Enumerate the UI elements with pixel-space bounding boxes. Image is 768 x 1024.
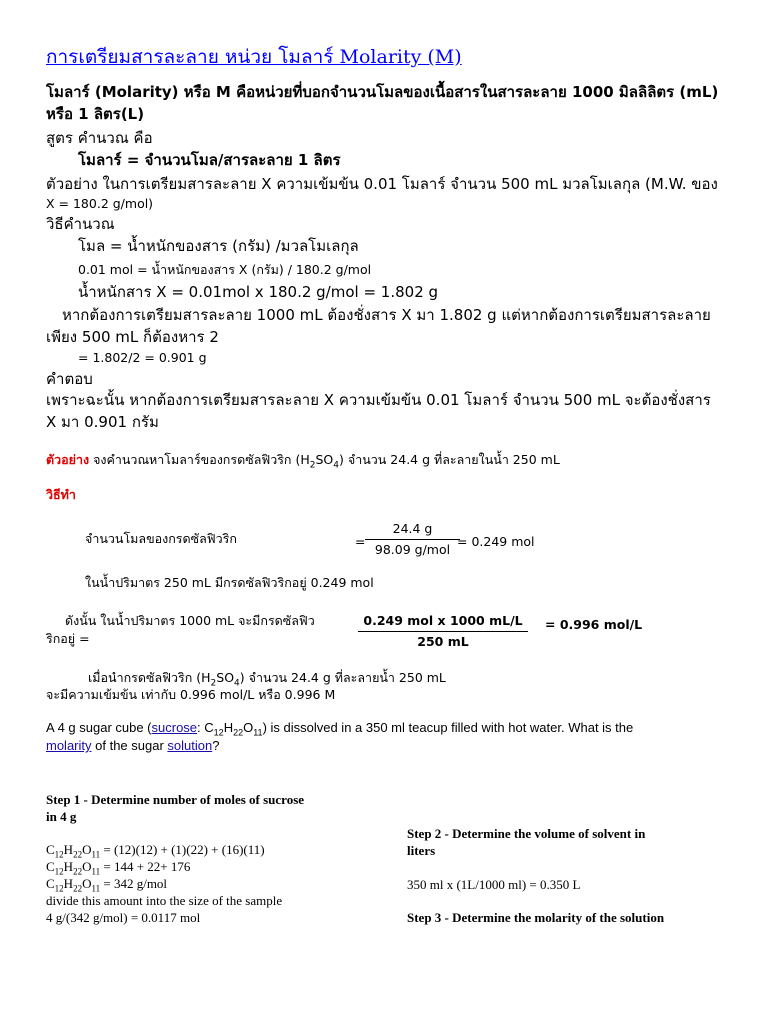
solution-link[interactable]: solution — [167, 738, 213, 753]
definition-line-1: โมลาร์ (Molarity) หรือ M คือหน่วยที่บอกจำนวนโมลของเนื้อสารในสารละลาย 1000 มิลลิลิตร (mL) — [46, 83, 719, 101]
sugar-text-3: ) is dissolved in a 350 ml teacup filled with hot water. What is the — [262, 720, 634, 735]
step1-eq-1: = (12)(12) + (1)(22) + (16)(11) — [100, 842, 265, 857]
example2-line — [46, 451, 560, 475]
water-1000-line-1: ดังนั้น ในน้ำปริมาตร 1000 mL จะมีกรดซัลฟิว — [65, 613, 315, 628]
formula: โมลาร์ = จำนวนโมล/สารละลาย 1 ลิตร — [78, 151, 341, 169]
conclusion-so: SO — [216, 670, 235, 685]
sugar-sub-11: 11 — [253, 727, 263, 738]
water-1000-line-2: ริกอยู่ = — [46, 631, 90, 646]
example2-label: ตัวอย่าง — [46, 452, 90, 467]
molarity-link[interactable]: molarity — [46, 738, 92, 753]
definition-line-2: หรือ 1 ลิตร(L) — [46, 105, 145, 123]
fraction1-result: = 0.249 mol — [457, 534, 535, 549]
step2-title-line-2: liters — [407, 843, 436, 858]
step1-line-5: 4 g/(342 g/mol) = 0.0117 mol — [46, 910, 201, 925]
calc-line-6: = 1.802/2 = 0.901 g — [78, 350, 207, 365]
calc-line-3: น้ำหนักสาร X = 0.01mol x 180.2 g/mol = 1.802 g — [78, 283, 439, 301]
step1-sub-12-3: 12 — [54, 883, 64, 894]
example2-text-post: ) จำนวน 24.4 g ที่ละลายในน้ำ 250 mL — [339, 452, 560, 467]
step1-line-4: divide this amount into the size of the sample — [46, 893, 283, 908]
sugar-text-5: ? — [212, 738, 220, 753]
fraction1-eq: = — [355, 534, 366, 549]
answer-line-2: X มา 0.901 กรัม — [46, 413, 159, 431]
fraction2-result: = 0.996 mol/L — [545, 617, 643, 632]
step1-sub-22-2: 22 — [73, 866, 83, 877]
step1-title-line-1: Step 1 - Determine number of moles of sucrose — [46, 792, 305, 807]
water-250-text: ในน้ำปริมาตร 250 mL มีกรดซัลฟิวริกอยู่ 0.249 mol — [85, 575, 374, 590]
fraction2-numerator: 0.249 mol x 1000 mL/L — [358, 612, 528, 632]
step1-sub-22-3: 22 — [73, 883, 83, 894]
step1-sub-12-2: 12 — [54, 866, 64, 877]
step1-sub-11-2: 11 — [91, 866, 101, 877]
fraction1-denominator: 98.09 g/mol — [374, 542, 451, 557]
step3-title: Step 3 - Determine the molarity of the solution — [407, 910, 665, 925]
conclusion-sub-2: 2 — [210, 678, 217, 689]
step1-h: H — [63, 842, 74, 857]
step1-o: O — [82, 842, 92, 857]
step1-sub-11: 11 — [91, 849, 101, 860]
example2-text-pre: จงคำนวณหาโมลาร์ของกรดซัลฟิวริก (H — [93, 452, 310, 467]
calc-line-5: เพียง 500 mL ก็ต้องหาร 2 — [46, 328, 219, 346]
step1-c-3: C — [46, 876, 55, 891]
answer-label: คำตอบ — [46, 370, 93, 388]
mol-label: จำนวนโมลของกรดซัลฟิวริก — [85, 531, 237, 546]
sugar-sub-12: 12 — [213, 727, 224, 738]
fraction1 — [365, 520, 460, 559]
fraction1-numerator: 24.4 g — [365, 520, 460, 540]
step1-sub-11-3: 11 — [91, 883, 101, 894]
page-title[interactable]: การเตรียมสารละลาย หน่วย โมลาร์ Molarity (M) — [46, 46, 462, 68]
step1-c-2: C — [46, 859, 55, 874]
step2-calc: 350 ml x (1L/1000 ml) = 0.350 L — [407, 877, 581, 892]
conclusion-post: ) จำนวน 24.4 g ที่ละลายน้ำ 250 mL — [239, 670, 446, 685]
step1-o-3: O — [82, 876, 92, 891]
step1-h-2: H — [63, 859, 74, 874]
example1-line-1: ตัวอย่าง ในการเตรียมสารละลาย X ความเข้มข้น 0.01 โมลาร์ จำนวน 500 mL มวลโมเลกุล (M.W. ของ — [46, 175, 718, 193]
method-label: วิธีคำนวณ — [46, 215, 115, 233]
step1-h-3: H — [63, 876, 74, 891]
step1-title-line-2: in 4 g — [46, 809, 77, 824]
sugar-o: O — [243, 720, 254, 735]
sugar-text-1: A 4 g sugar cube ( — [46, 720, 152, 735]
sugar-h: H — [223, 720, 234, 735]
answer-line-1: เพราะฉะนั้น หากต้องการเตรียมสารละลาย X ความเข้มข้น 0.01 โมลาร์ จำนวน 500 mL จะต้องชั่งสาร — [46, 391, 711, 409]
method2-label: วิธีทำ — [46, 487, 76, 502]
calc-line-4: หากต้องการเตรียมสารละลาย 1000 mL ต้องชั่งสาร X มา 1.802 g แต่หากต้องการเตรียมสารละลาย — [62, 306, 711, 324]
example2-sub-4: 4 — [333, 460, 340, 471]
example1-line-2: X = 180.2 g/mol) — [46, 196, 154, 211]
sugar-sub-22: 22 — [233, 727, 244, 738]
step1-eq-2: = 144 + 22+ 176 — [100, 859, 191, 874]
example2-so: SO — [315, 452, 334, 467]
calc-line-2: 0.01 mol = น้ำหนักของสาร X (กรัม) / 180.2 g/mol — [78, 262, 372, 277]
conclusion-line-2: จะมีความเข้มข้น เท่ากับ 0.996 mol/L หรือ 0.996 M — [46, 687, 336, 702]
example2-sub-2: 2 — [309, 460, 316, 471]
calc-line-1: โมล = น้ำหนักของสาร (กรัม) /มวลโมเลกุล — [78, 237, 359, 255]
step2-title-line-1: Step 2 - Determine the volume of solvent in — [407, 826, 646, 841]
sucrose-link[interactable]: sucrose — [151, 720, 198, 735]
formula-label: สูตร คำนวณ คือ — [46, 129, 153, 147]
sugar-text-4: of the sugar — [91, 738, 168, 753]
step1-sub-12: 12 — [54, 849, 64, 860]
conclusion-sub-4: 4 — [234, 678, 240, 689]
step1-sub-22: 22 — [73, 849, 83, 860]
sugar-question-line-2 — [46, 737, 219, 755]
step1-eq-3: = 342 g/mol — [100, 876, 168, 891]
conclusion-pre: เมื่อนำกรดซัลฟิวริก (H — [88, 670, 211, 685]
step1-o-2: O — [82, 859, 92, 874]
fraction2 — [358, 612, 528, 651]
step1-c: C — [46, 842, 55, 857]
fraction2-denominator: 250 mL — [417, 634, 469, 649]
sugar-text-2: : C — [197, 720, 214, 735]
